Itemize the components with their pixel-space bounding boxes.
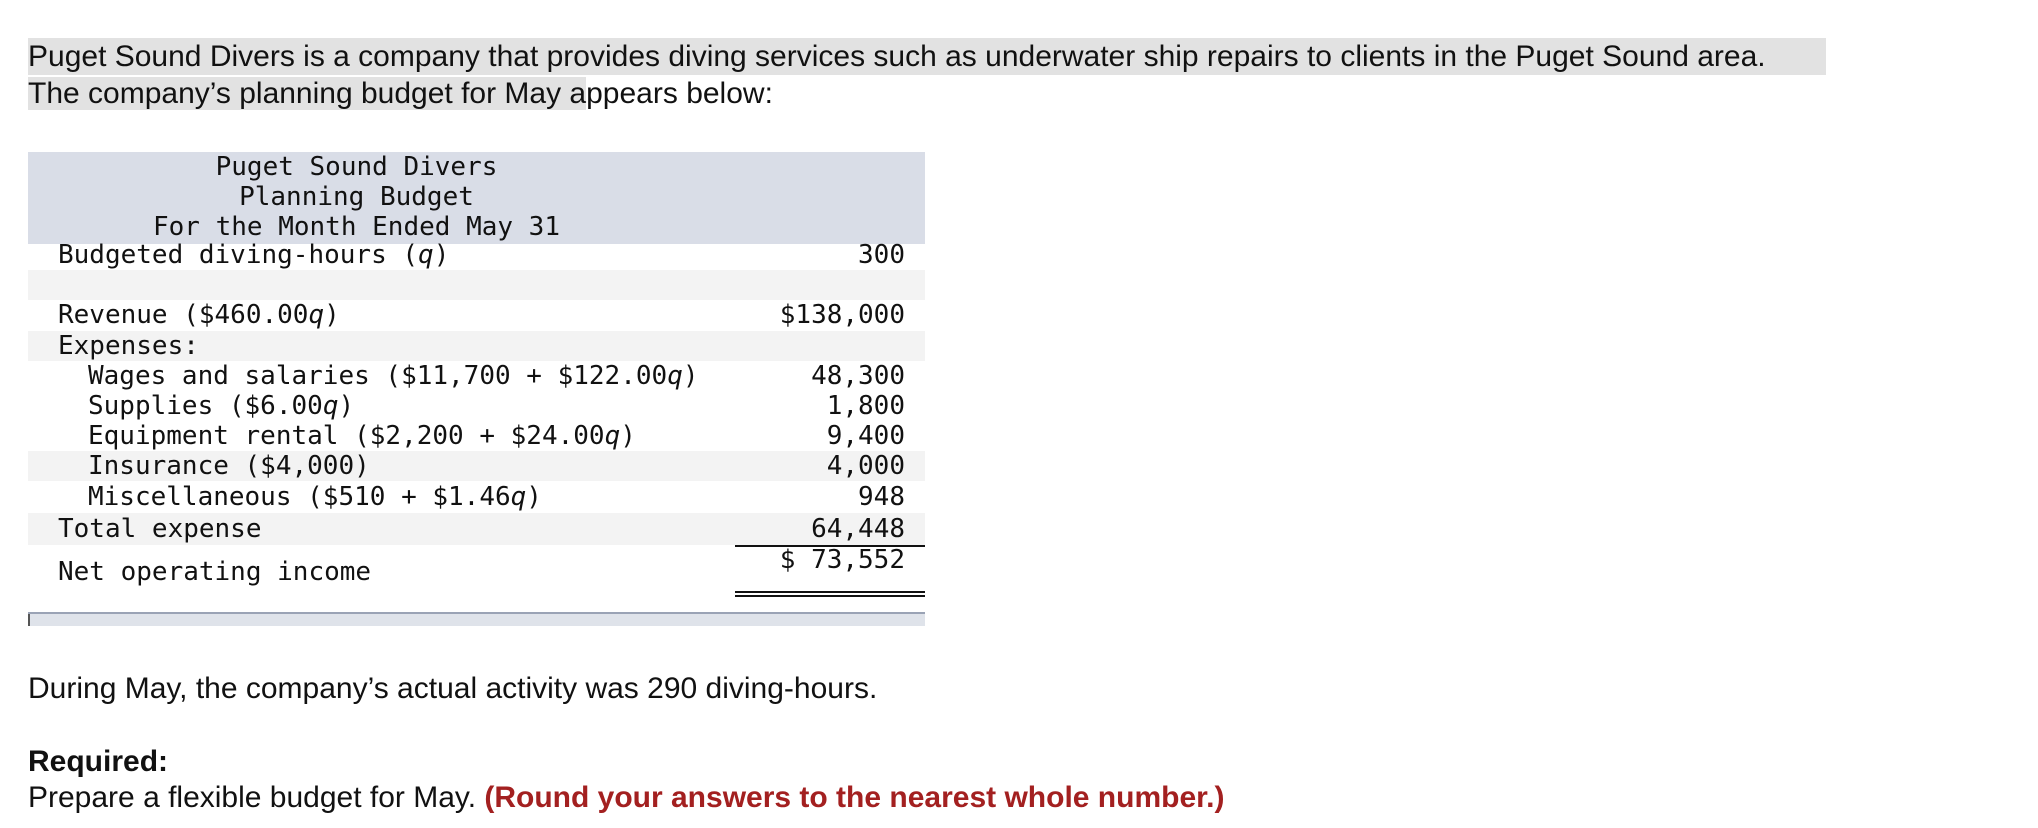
expense-value: 48,300 (811, 361, 905, 391)
rounding-note: (Round your answers to the nearest whole number.) (484, 781, 1225, 814)
net-operating-income-label: Net operating income (58, 557, 372, 587)
expense-row-wages (28, 361, 925, 391)
expense-row-miscellaneous (28, 481, 925, 513)
intro-line-1-text: Puget Sound Divers is a company that provides diving services such as underwater ship repairs to clients in the Puget Sound area. (28, 40, 1766, 73)
expense-row-insurance (28, 451, 925, 481)
expense-value: 1,800 (826, 391, 905, 421)
total-expense-label: Total expense (58, 514, 262, 544)
intro-line-1 (28, 38, 1826, 75)
planning-budget-table (28, 152, 925, 591)
budget-header (28, 152, 925, 244)
expense-label: Equipment rental ($2,200 + $24.00q) (88, 421, 636, 451)
expense-row-supplies (28, 391, 925, 421)
expense-label: Wages and salaries ($11,700 + $122.00q) (88, 361, 699, 391)
problem-intro (28, 38, 1826, 112)
required-heading: Required: (28, 745, 169, 778)
expense-value: 9,400 (826, 421, 905, 451)
spacer-row (28, 270, 925, 300)
required-instruction-text: Prepare a flexible budget for May. (28, 781, 485, 814)
budget-period: For the Month Ended May 31 (153, 212, 560, 242)
table-footer-bar (28, 612, 925, 626)
activity-row (28, 240, 925, 270)
required-instruction (28, 781, 1224, 815)
activity-label: Budgeted diving-hours (q) (58, 240, 450, 270)
expenses-heading: Expenses: (58, 331, 199, 361)
revenue-label: Revenue ($460.00q) (58, 300, 340, 330)
table-footer-tick (28, 614, 30, 626)
budget-title: Planning Budget (239, 182, 474, 212)
net-operating-income-value: $ 73,552 (779, 545, 905, 575)
activity-value: 300 (858, 240, 905, 270)
expense-label: Insurance ($4,000) (88, 451, 370, 481)
budget-company-name: Puget Sound Divers (215, 152, 498, 182)
actual-activity-text: During May, the company’s actual activity was 290 diving-hours. (28, 672, 878, 705)
revenue-row (28, 300, 925, 331)
expense-value: 948 (858, 482, 905, 512)
expense-label: Supplies ($6.00q) (88, 391, 355, 421)
expense-row-equipment-rental (28, 421, 925, 451)
expense-value: 4,000 (826, 451, 905, 481)
intro-line-2-highlighted: The company’s planning budget for May a (28, 77, 587, 110)
net-operating-income-row (28, 545, 925, 591)
intro-line-2-rest: ppears below: (586, 77, 773, 110)
expense-label: Miscellaneous ($510 + $1.46q) (88, 482, 542, 512)
intro-line-2 (28, 75, 1826, 112)
expenses-heading-row (28, 331, 925, 361)
total-expense-value: 64,448 (811, 514, 905, 544)
revenue-value: $138,000 (779, 300, 905, 330)
